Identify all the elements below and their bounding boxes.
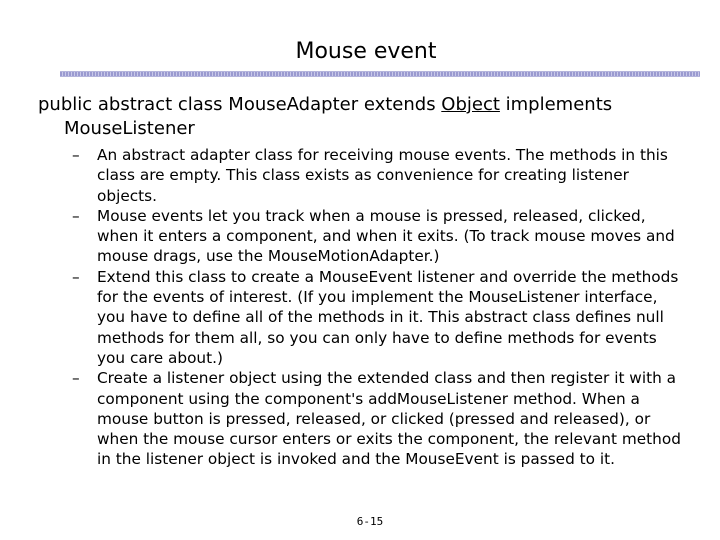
bullet-text: Create a listener object using the extended class and then register it with a component using the component's addMouseListener method. When a mouse button is pressed, released, or clicked (pressed and released), or when the mouse cursor enters or exits the component, the relevant method in the listener object is invoked and the MouseEvent is passed to it. bbox=[97, 369, 681, 469]
slide-title: Mouse event bbox=[295, 39, 437, 64]
object-link[interactable]: Object bbox=[441, 94, 500, 115]
bullet-text: Mouse events let you track when a mouse is pressed, released, clicked, when it enters a component, and when it exits. (To track mouse moves and mouse drags, use the MouseMotionAdapter.) bbox=[97, 206, 675, 266]
bullet-text: An abstract adapter class for receiving mouse events. The methods in this class are empty. This class exists as convenience for creating listener objects. bbox=[97, 146, 668, 205]
bullet-dash: – bbox=[72, 369, 80, 388]
list-item bbox=[72, 206, 687, 267]
declaration-prefix: public abstract class MouseAdapter extends bbox=[38, 94, 442, 115]
list-item bbox=[72, 145, 687, 206]
bullet-dash: – bbox=[72, 206, 80, 225]
bullet-list bbox=[72, 145, 687, 470]
page-number: 6-15 bbox=[356, 515, 384, 528]
title-divider bbox=[60, 71, 700, 77]
bullet-text: Extend this class to create a MouseEvent listener and override the methods for the events of interest. (If you implement the MouseListener interface, you have to define all of the methods in it. This abstract class defines null methods for them all, so you can only have to define methods for events you care about.) bbox=[97, 267, 679, 367]
class-declaration bbox=[38, 93, 704, 141]
bullet-dash: – bbox=[72, 146, 80, 164]
list-item bbox=[72, 267, 687, 368]
list-item bbox=[72, 368, 687, 469]
bullet-dash: – bbox=[72, 267, 80, 286]
declaration-suffix: implements MouseListener bbox=[64, 94, 613, 139]
